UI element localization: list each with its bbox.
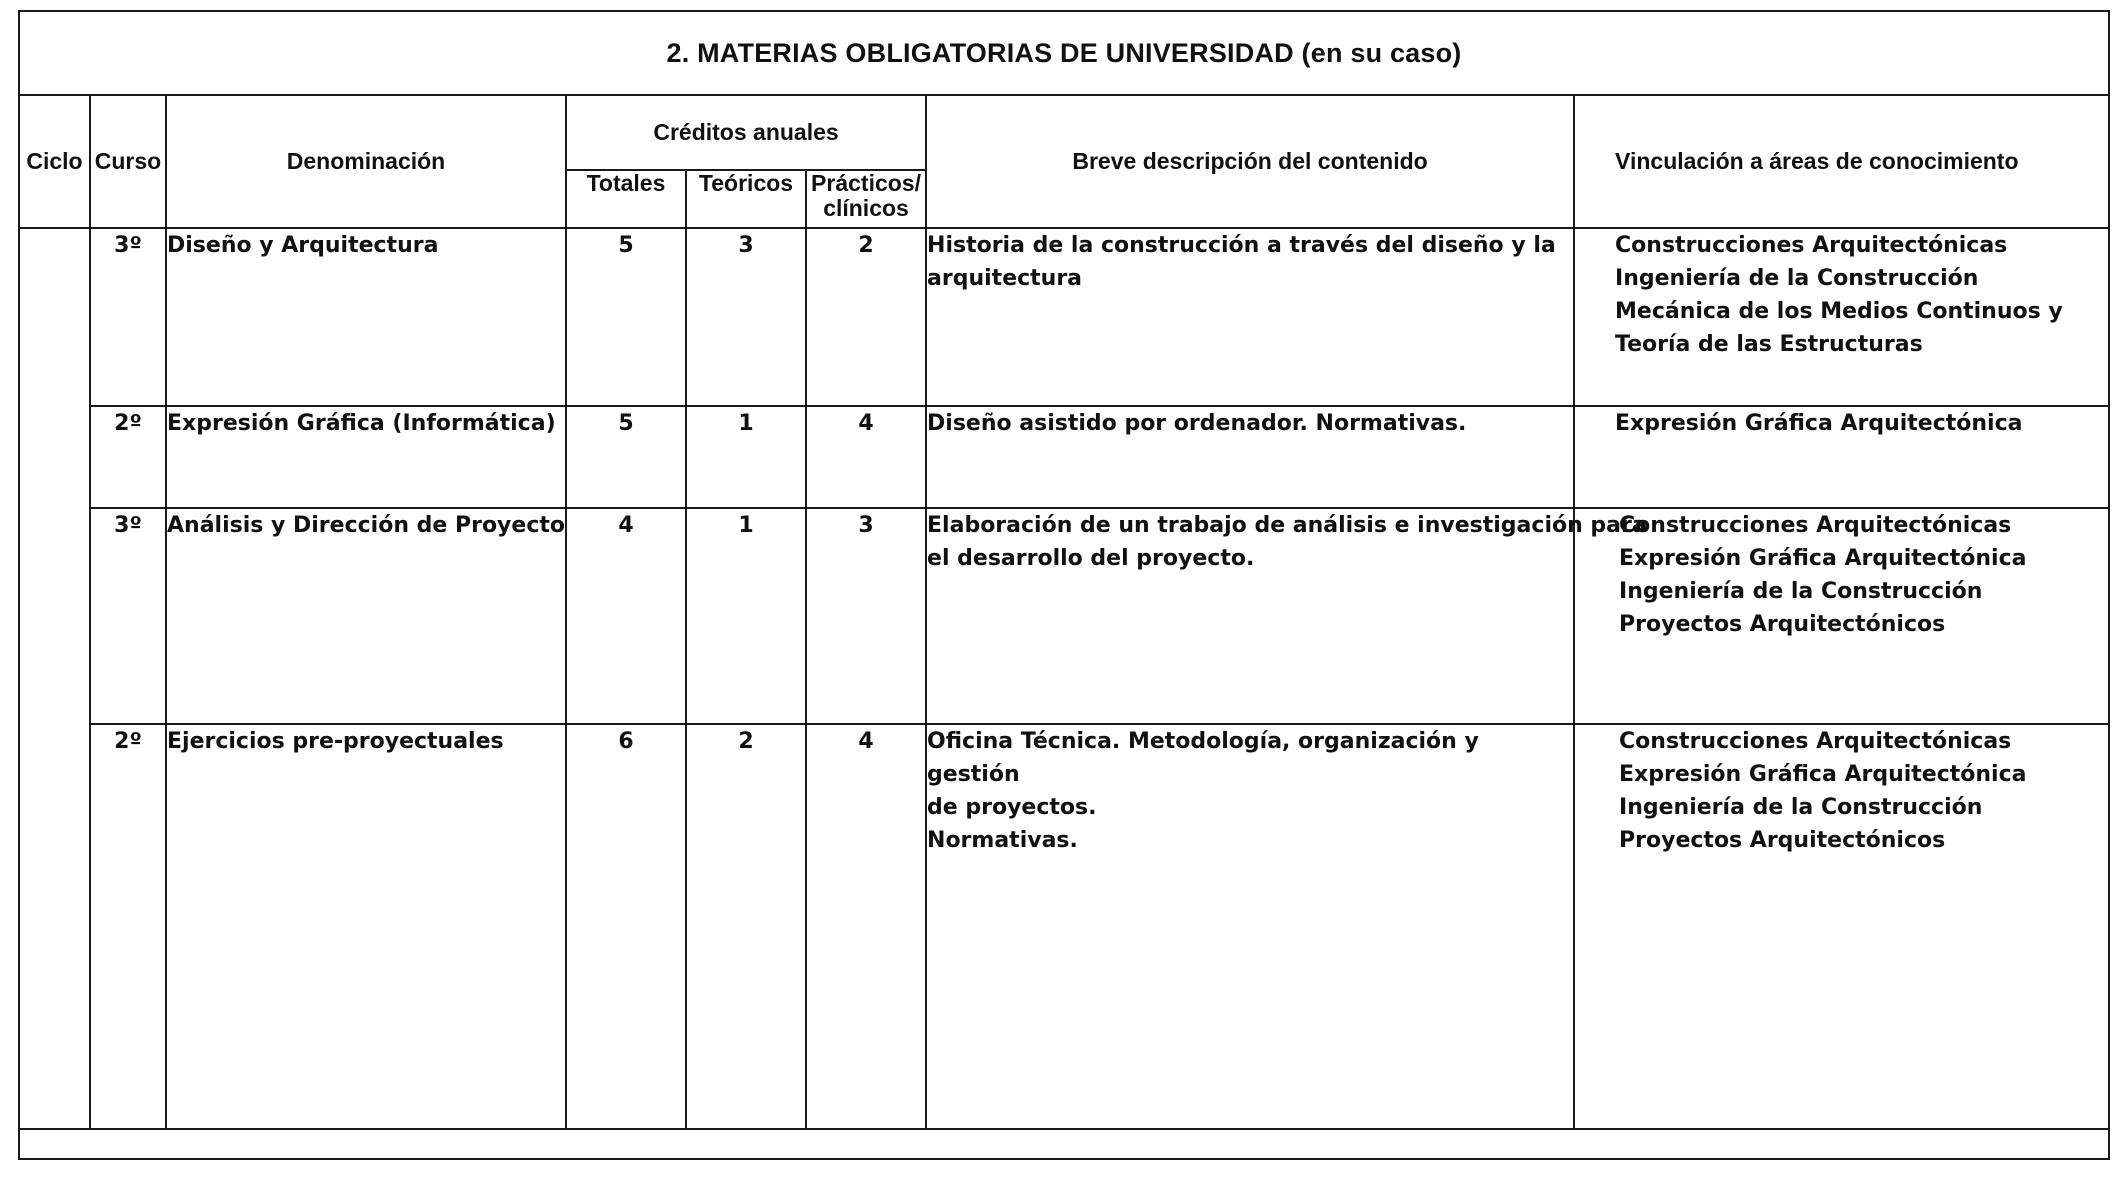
header-vinculacion: Vinculación a áreas de conocimiento: [1574, 95, 2108, 228]
area-line: Construcciones Arquitectónicas: [1619, 513, 2012, 538]
area-line: Construcciones Arquitectónicas: [1619, 729, 2012, 754]
header-teoricos: Teóricos: [686, 170, 806, 228]
header-creditos-anuales: Créditos anuales: [566, 95, 926, 170]
teoricos-cell: 2: [686, 724, 806, 1129]
header-practicos: Prácticos/ clínicos: [806, 170, 926, 228]
header-curso: Curso: [90, 95, 166, 228]
teoricos-cell: 1: [686, 406, 806, 508]
teoricos-cell: 3: [686, 228, 806, 406]
area-line: Teoría de las Estructuras: [1615, 332, 1923, 357]
totales-cell: 4: [566, 508, 686, 724]
vinculacion-cell: [1574, 508, 2108, 724]
descripcion-cell: [926, 406, 1574, 508]
area-line: Proyectos Arquitectónicos: [1619, 612, 1946, 637]
totales-cell: 5: [566, 406, 686, 508]
descripcion-cell: [926, 724, 1574, 1129]
table-row: [20, 406, 2108, 508]
practicos-cell: 2: [806, 228, 926, 406]
descripcion-line: de proyectos.: [927, 795, 1097, 820]
curso-cell: 3º: [90, 508, 166, 724]
area-line: Ingeniería de la Construcción: [1619, 795, 1983, 820]
vinculacion-cell: [1574, 406, 2108, 508]
descripcion-line: Historia de la construcción a través del diseño y la: [927, 233, 1556, 258]
table-row: [20, 228, 2108, 406]
descripcion-cell: [926, 228, 1574, 406]
header-denominacion: Denominación: [166, 95, 566, 228]
table-row: [20, 724, 2108, 1129]
subjects-table-frame: [18, 10, 2110, 1160]
descripcion-line: Normativas.: [927, 828, 1078, 853]
table-title: 2. MATERIAS OBLIGATORIAS DE UNIVERSIDAD (en su caso): [666, 37, 1462, 68]
vinculacion-cell: [1574, 724, 2108, 1129]
vinculacion-cell: [1574, 228, 2108, 406]
denominacion-cell: Análisis y Dirección de Proyecto: [166, 508, 566, 724]
header-ciclo: Ciclo: [20, 95, 90, 228]
denominacion-cell: Expresión Gráfica (Informática): [166, 406, 566, 508]
table-title-row: [20, 12, 2108, 96]
area-line: Expresión Gráfica Arquitectónica: [1619, 762, 2027, 787]
descripcion-cell: [926, 508, 1647, 724]
header-descripcion: Breve descripción del contenido: [926, 95, 1574, 228]
ciclo-cell: [20, 228, 90, 1129]
curso-cell: 2º: [90, 406, 166, 508]
area-line: Ingeniería de la Construcción: [1619, 579, 1983, 604]
area-line: Ingeniería de la Construcción: [1615, 266, 1979, 291]
subjects-table: [20, 94, 2108, 1130]
practicos-cell: 4: [806, 724, 926, 1129]
curso-cell: 2º: [90, 724, 166, 1129]
descripcion-line: Elaboración de un trabajo de análisis e investigación para: [927, 513, 1647, 538]
table-row: [20, 508, 2108, 724]
descripcion-line: Oficina Técnica. Metodología, organización y gestión: [927, 729, 1479, 787]
teoricos-cell: 1: [686, 508, 806, 724]
curso-cell: 3º: [90, 228, 166, 406]
descripcion-line: el desarrollo del proyecto.: [927, 546, 1255, 571]
denominacion-cell: Diseño y Arquitectura: [166, 228, 566, 406]
practicos-cell: 4: [806, 406, 926, 508]
denominacion-cell: Ejercicios pre-proyectuales: [166, 724, 566, 1129]
area-line: Mecánica de los Medios Continuos y: [1615, 299, 2063, 324]
descripcion-line: Diseño asistido por ordenador. Normativas.: [927, 411, 1467, 436]
area-line: Proyectos Arquitectónicos: [1619, 828, 1946, 853]
header-totales: Totales: [566, 170, 686, 228]
totales-cell: 5: [566, 228, 686, 406]
area-line: Construcciones Arquitectónicas: [1615, 233, 2008, 258]
area-line: Expresión Gráfica Arquitectónica: [1619, 546, 2027, 571]
totales-cell: 6: [566, 724, 686, 1129]
descripcion-line: arquitectura: [927, 266, 1083, 291]
area-line: Expresión Gráfica Arquitectónica: [1615, 411, 2023, 436]
practicos-cell: 3: [806, 508, 926, 724]
